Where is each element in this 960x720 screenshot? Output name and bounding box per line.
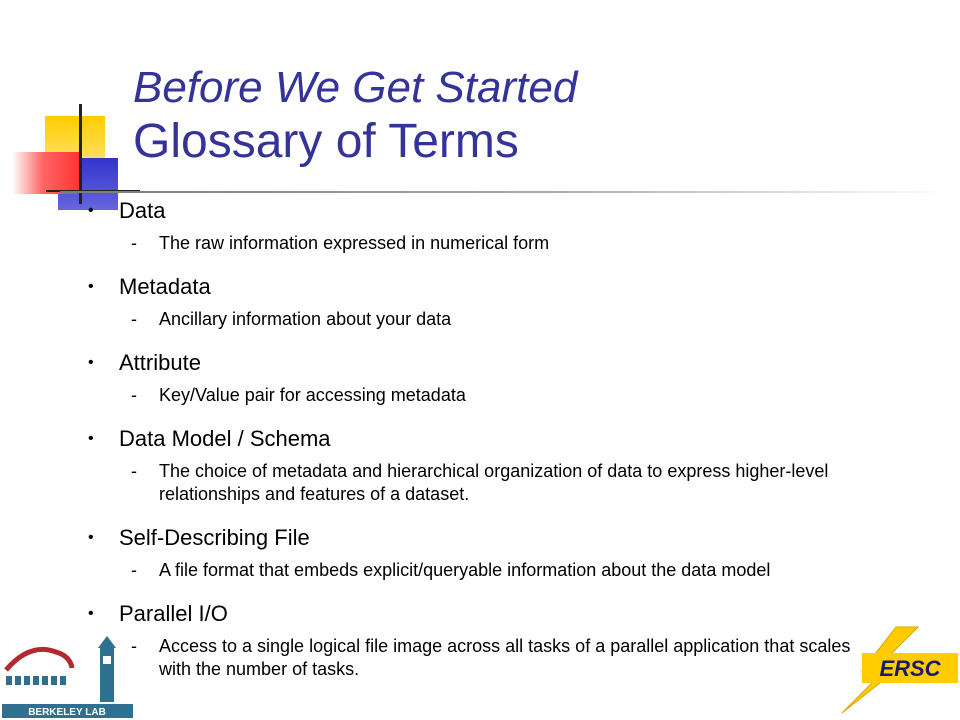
bullet-icon: • <box>88 354 94 371</box>
slide-title <box>133 63 578 168</box>
term-line <box>88 601 868 627</box>
campanile-tower-icon <box>98 636 116 702</box>
berkeley-lab-logo <box>0 630 135 718</box>
logo-people-icon <box>6 676 66 685</box>
term-definition <box>88 559 868 582</box>
dash-icon: - <box>131 461 137 481</box>
bullet-icon: • <box>88 278 94 295</box>
term-definition <box>88 384 868 407</box>
definition-text: Ancillary information about your data <box>159 309 452 329</box>
title-line-1: Before We Get Started <box>133 63 578 112</box>
bullet-icon: • <box>88 529 94 546</box>
dash-icon: - <box>131 560 137 580</box>
term-definition <box>88 308 868 331</box>
term-line <box>88 198 868 224</box>
term-label: Metadata <box>119 274 211 299</box>
definition-text: Access to a single logical file image across all tasks of a parallel application that scales with the number of tasks. <box>159 636 851 679</box>
dash-icon: - <box>131 233 137 253</box>
glossary-item-data <box>88 198 868 255</box>
glossary-item-metadata <box>88 274 868 331</box>
definition-text: A file format that embeds explicit/queryable information about the data model <box>159 560 771 580</box>
term-line <box>88 274 868 300</box>
glossary-item-attribute <box>88 350 868 407</box>
glossary-item-self-describing-file <box>88 525 868 582</box>
nersc-logo <box>800 625 960 715</box>
term-label: Parallel I/O <box>119 601 228 626</box>
term-definition <box>88 635 868 681</box>
definition-text: Key/Value pair for accessing metadata <box>159 385 466 405</box>
dash-icon: - <box>131 309 137 329</box>
bullet-icon: • <box>88 202 94 219</box>
term-line <box>88 426 868 452</box>
term-label: Data Model / Schema <box>119 426 331 451</box>
logo-arc-icon <box>6 649 72 670</box>
definition-text: The raw information expressed in numerical form <box>159 233 550 253</box>
term-line <box>88 350 868 376</box>
nersc-logo-text: ERSC <box>879 656 941 681</box>
dash-icon: - <box>131 385 137 405</box>
term-label: Data <box>119 198 166 223</box>
term-label: Self-Describing File <box>119 525 310 550</box>
definition-text: The choice of metadata and hierarchical organization of data to express higher-level relationships and features of a dataset. <box>159 461 829 504</box>
glossary-item-parallel-io <box>88 601 868 681</box>
term-definition <box>88 460 868 506</box>
title-line-2: Glossary of Terms <box>133 115 519 168</box>
dash-icon: - <box>131 636 137 656</box>
glossary-list <box>88 198 868 681</box>
berkeley-lab-logo-text: BERKELEY LAB <box>28 707 106 718</box>
bullet-icon: • <box>88 430 94 447</box>
glossary-item-data-model <box>88 426 868 506</box>
term-label: Attribute <box>119 350 201 375</box>
term-line <box>88 525 868 551</box>
bullet-icon: • <box>88 605 94 622</box>
term-definition <box>88 232 868 255</box>
title-divider <box>60 191 950 193</box>
